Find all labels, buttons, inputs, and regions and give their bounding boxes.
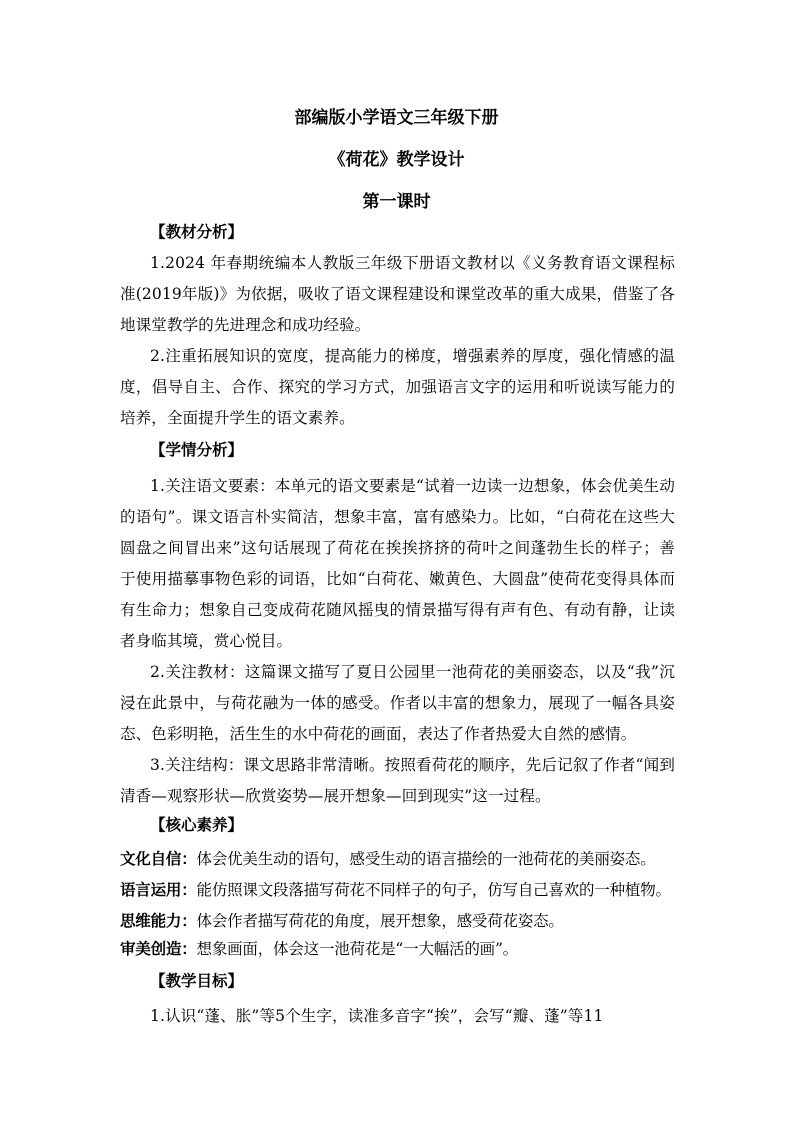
paragraph-students-3: 3.关注结构：课文思路非常清晰。按照看荷花的顺序，先后记叙了作者“闻到清香—观察形状—欣赏姿势—展开想象—回到现实”这一过程。 xyxy=(120,756,675,805)
core-item-culture xyxy=(120,848,690,870)
core-item-text: 能仿照课文段落描写荷花不同样子的句子，仿写自己喜欢的一种植物。 xyxy=(196,881,671,899)
core-item-label: 文化自信： xyxy=(120,849,197,868)
core-item-label: 语言运用： xyxy=(120,880,197,899)
paragraph-goals-1: 1.认识“蓬、胀”等5个生字，读准多音字“挨”，会写“瓣、蓬”等11 xyxy=(150,1007,604,1025)
heading-teaching-goals: 【教学目标】 xyxy=(150,971,244,990)
heading-material-analysis: 【教材分析】 xyxy=(150,222,244,241)
core-item-text: 体会优美生动的语句，感受生动的语言描绘的一池荷花的美丽姿态。 xyxy=(196,850,656,868)
core-item-text: 体会作者描写荷花的角度，展开想象，感受荷花姿态。 xyxy=(196,912,564,930)
paragraph-students-1: 1.关注语文要素：本单元的语文要素是“试着一边读一边想象，体会优美生动的语句”。课文语言朴实简洁，想象丰富，富有感染力。比如，“白荷花在这些大圆盘之间冒出来”这句话展现了荷花在挨挨挤挤的荷叶之间蓬勃生长的样子；善于使用描摹事物色彩的词语，比如“白荷花、嫩黄色、大圆盘”使荷花变得具体而有生命力；想象自己变成荷花随风摇曳的情景描写得有声有色、有动有静，让读者身临其境，赏心悦目。 xyxy=(120,477,675,650)
heading-core-literacy: 【核心素养】 xyxy=(150,815,244,834)
core-item-thinking xyxy=(120,910,690,932)
paragraph-material-2: 2.注重拓展知识的宽度，提高能力的梯度，增强素养的厚度，强化情感的温度，倡导自主、合作、探究的学习方式，加强语言文字的运用和听说读写能力的培养，全面提升学生的语文素养。 xyxy=(120,347,675,427)
paragraph-students-2: 2.关注教材：这篇课文描写了夏日公园里一池荷花的美丽姿态，以及“我”沉浸在此景中，与荷花融为一体的感受。作者以丰富的想象力，展现了一幅各具姿态、色彩明艳，活生生的水中荷花的画面，表达了作者热爱大自然的感情。 xyxy=(120,663,675,743)
document-title-series: 部编版小学语文三年级下册 xyxy=(294,108,499,128)
document-title-lesson: 《荷花》教学设计 xyxy=(328,150,465,170)
document-title-period: 第一课时 xyxy=(362,192,431,212)
paragraph-material-1: 1.2024 年春期统编本人教版三年级下册语文教材以《义务教育语文课程标准(2019年版)》为依据，吸收了语文课程建设和课堂改革的重大成果，借鉴了各地课堂教学的先进理念和成功经验。 xyxy=(120,254,675,334)
core-item-label: 思维能力： xyxy=(120,911,197,930)
core-item-text: 想象画面，体会这一池荷花是“一大幅活的画”。 xyxy=(196,940,518,958)
core-item-aesthetic xyxy=(120,938,690,960)
core-item-label: 审美创造： xyxy=(120,939,197,958)
heading-student-analysis: 【学情分析】 xyxy=(150,440,244,459)
core-item-language xyxy=(120,879,690,901)
